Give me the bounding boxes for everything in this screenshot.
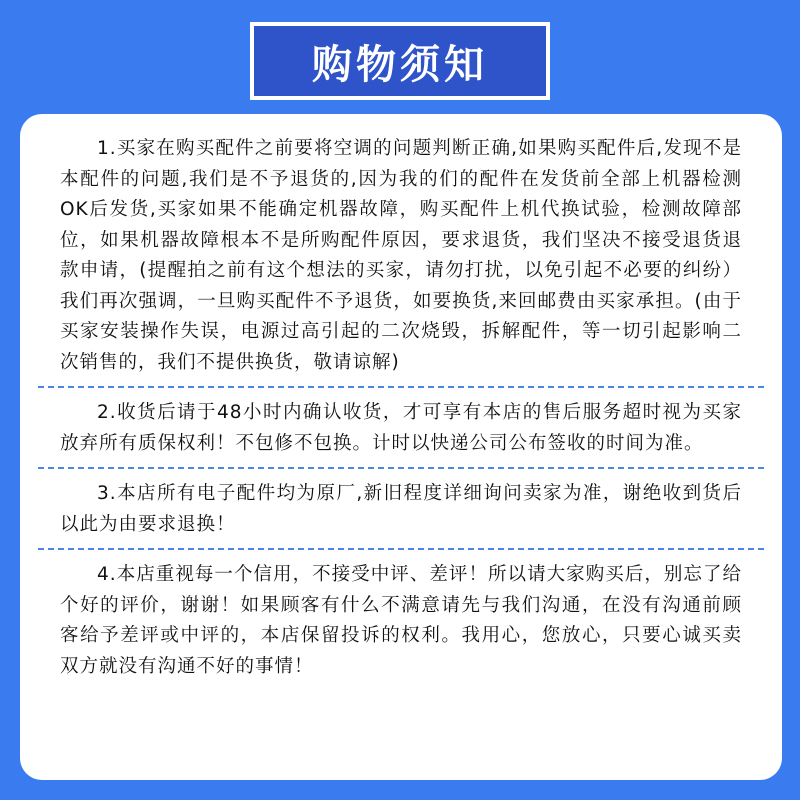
notice-text-3: 3.本店所有电子配件均为原厂,新旧程度详细询问卖家为准，谢绝收到货后以此为由要求退换！ <box>60 483 742 535</box>
section-divider <box>38 386 764 388</box>
section-divider <box>38 467 764 469</box>
notice-text-4: 4.本店重视每一个信用，不接受中评、差评！所以请大家购买后，别忘了给个好的评价，谢谢！如果顾客有什么不满意请先与我们沟通，在没有沟通前顾客给予差评或中评的，本店保留投诉的权利。我用心，您放心，只要心诚买卖双方就没有沟通不好的事情！ <box>60 564 742 677</box>
notice-section-2 <box>60 398 742 459</box>
notice-section-1 <box>60 134 742 378</box>
title-banner <box>250 22 550 100</box>
page-title: 购物须知 <box>312 41 488 88</box>
section-divider <box>38 548 764 550</box>
notice-text-2: 2.收货后请于48小时内确认收货，才可享有本店的售后服务超时视为买家放弃所有质保权利！不包修不包换。计时以快递公司公布签收的时间为准。 <box>60 402 742 454</box>
notice-text-1: 1.买家在购买配件之前要将空调的问题判断正确,如果购买配件后,发现不是本配件的问题,我们是不予退货的,因为我的们的配件在发货前全部上机器检测OK后发货,买家如果不能确定机器故障，购买配件上机代换试验，检测故障部位，如果机器故障根本不是所购配件原因，要求退货，我们坚决不接受退货退款申请，(提醒拍之前有这个想法的买家，请勿打扰，以免引起不必要的纠纷）我们再次强调，一旦购买配件不予退货，如要换货,来回邮费由买家承担。(由于买家安装操作失误，电源过高引起的二次烧毁，拆解配件，等一切引起影响二次销售的，我们不提供换货，敬请谅解) <box>60 138 742 373</box>
notice-card <box>20 114 782 780</box>
notice-section-3 <box>60 479 742 540</box>
notice-section-4 <box>60 560 742 682</box>
